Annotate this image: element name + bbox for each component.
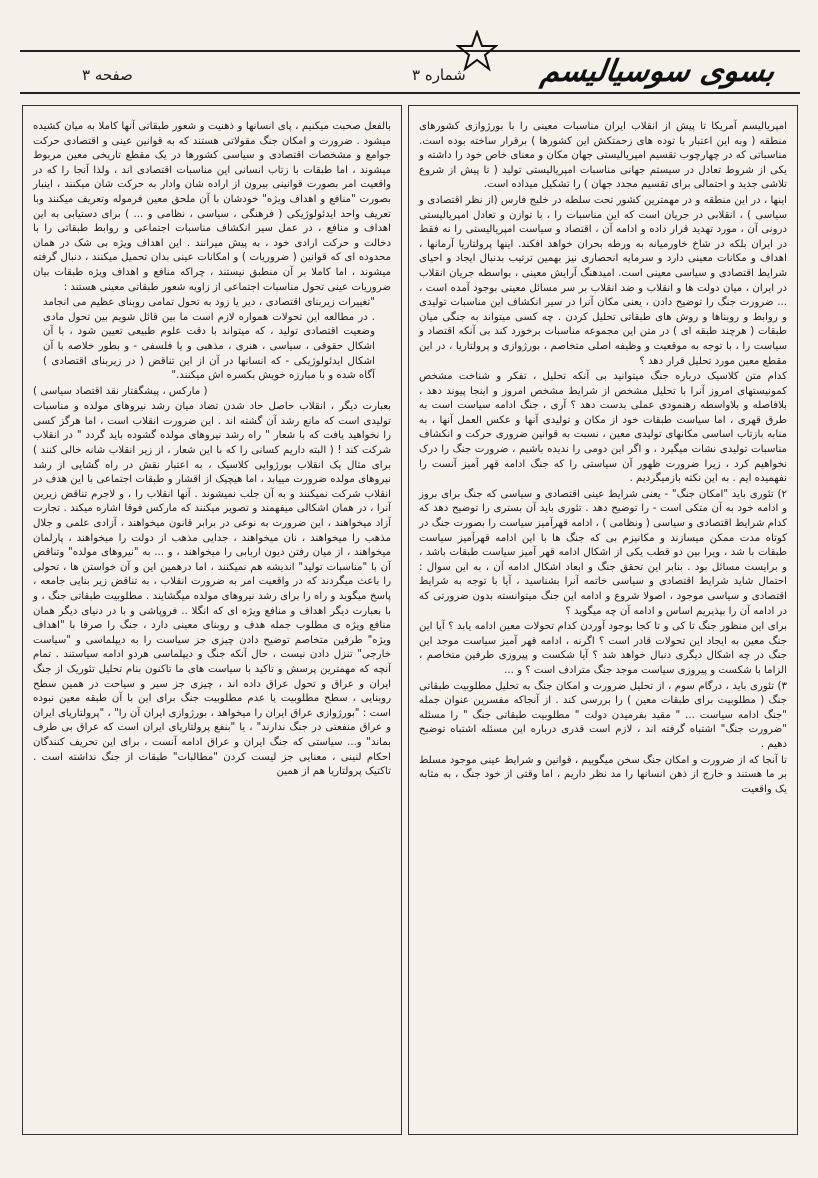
masthead-title: بسوی سوسیالیسم (538, 54, 777, 89)
right-paragraph-4: ۲) تئوری باید "امکان جنگ" - یعنی شرایط عینی اقتصادی و سیاسی که جنگ برای بروز و ادامه خود به آن متکی است - را توضیح دهد . تئوری باید آن بستری را توضیح دهد که کدام شرایط اقتصادی و سیاسی ( ونظامی ) ، ادامه قهرآمیز سیاست را بصورت جنگ در کوتاه مدت ممکن میسازند و مکانیزم بی که جنگ ها با این ادامه قهرآمیز سیاست طبقات با شد ، ویرا بین دو قطب یکی از اشکال ادامه قهر آمیز سیاست طبقات باشد ، و برایست مسائل بود . بنابر این تحقق جنگ و ابعاد اشکال ادامه آن ، به این سوال : احتمال شاید شرایط اقتصادی و سیاسی خاتمه آنرا بشناسید ، آیا با توجه به شرایط اقتصادی و سیاسی موجود ، اصولا شروع و ادامه این جنگ میتوانسته بدون ضرورتی که در ادامه آن را بپذیریم اساس و ادامه آن چه میگوید ؟ (419, 488, 787, 617)
right-paragraph-5: برای این منظور جنگ تا کی و تا کجا بوجود آوردن کدام تحولات معین ادامه یابد ؟ آیا این جنگ معین به ایجاد این تحولات قادر است ؟ اگرنه ، ادامه قهر آمیز سیاست موجد این جنگ در چه اشکال دیگری دنبال خواهد شد ؟ آیا شکست و پیروزی طرفین متخاصم ، الزاما با شکست و پیروزی سیاست موجد جنگ مترادف است ؟ و ... (419, 621, 787, 676)
right-paragraph-7: تا آنجا که از ضرورت و امکان جنگ سخن میگوییم ، قوانین و شرایط عینی موجود مسلط بر ما هستند و خارج از ذهن انسانها را مد نظر داریم ، اما وقتی از خود جنگ ، به مثابه یک واقعیت (419, 754, 787, 795)
right-paragraph-6: ۳) تئوری باید ، درگام سوم ، از تحلیل ضرورت و امکان جنگ به تحلیل مطلوبیت طبقاتی جنگ ( مطلوبیت برای طبقات معین ) را بررسی کند . از آنجاکه مفسرین عنوان جمله "جنگ ادامه سیاست ... " مقید بفرمیدن دولت " مطلوبیت طبقاتی جنگ " را مسئله "ضرورت جنگ" اشتباه گرفته اند ، لازم است قدری درباره این مسئله اشتباه توضیح دهیم . (419, 680, 787, 750)
right-paragraph-1: امپریالیسم آمریکا تا پیش از انقلاب ایران مناسبات معینی را با بورژوازی کشورهای منطقه ( وبه این اعتبار با توده های زحمتکش این کشورها ) برقرار ساخته بوده است. مناسباتی که در چهارچوب تقسیم امپریالیستی جهان مکان و معنای خاص خود را داشته و یکی از شروط تعادل در سیستم جهانی مناسبات امپریالیستی تولید ( تا پیش از شروع تلاشی جدید و احتمالی برای تقسیم مجدد جهان ) را تشکیل میداده است. (419, 121, 787, 191)
marx-quote: "تغییرات زیربنای اقتصادی ، دیر یا زود به تحول تمامی روبنای عظیم می انجامد . در مطالعه این تحولات همواره لازم است ما بین قائل شویم بین تحول مادی وضعیت اقتصادی تولید ، که میتواند با دقت علوم طبیعی تعیین شود ، با آن اشکال حقوقی ، سیاسی ، هنری ، مذهبی و یا فلسفی - و بطور خلاصه با آن اشکال ایدئولوژیکی - که انسانها در آن از این تناقض ( در زیربنای اقتصادی ) آگاه شده و با مبارزه خویش بکسره اش میکنند." (43, 297, 375, 382)
left-paragraph-2: بعبارت دیگر ، انقلاب حاصل حاد شدن تضاد میان رشد نیروهای مولده و مناسبات تولیدی است که مانع رشد آن گشته اند . این ضرورت انقلاب است ، اما هرگز کسی را نخواهید یافت که با شعار " راه رشد نیروهای مولده گشوده باید گردد " در انقلاب شرکت کند ! ( البته داریم کسانی را که با این شعار ، از زیر انقلاب شانه خالی کنند ) برای مثال یک انقلاب بورژوایی کلاسیک ، به اعتبار نقش در راه گشایی از رشد نیروهای مولده ضرورت مییابد ، اما هیچیک از اقشار و طبقات اجتماعی با این هدف در انقلاب شرکت نمیکنند و به آن جلب نمیشوند . آنها انقلاب را ، و لاجرم تناقض زیرین آنرا ، در همان اشکالی میفهمند و تصویر میکنند که مارکس فوقا اشاره میکند . تجارت آزاد میخواهند ، این ضرورت به نوعی در برابر قانون میخواهند ، آزادی علمی و جلال مذهب را میخواهند ، نان میخواهند ، جدایی مذهب از دولت را میخواهند ، پارلمان میخواهند ، از میان رفتن دیون اربابی را میخواهند ، و ... به "نیروهای مولده" وتناقض آن با "مناسبات تولید" اندیشه هم نمیکنند ، اما درهمین این و آن خواستن ها ، تحولی را باعث میگردند که در واقعیت امر به ضرورت انقلاب ، به تناقض زیر بنایی جامعه ، پاسخ میگوید و راه را برای رشد نیروهای مولده میگشایند . مطلوبیت طبقاتی جنگ ، و با بعبارت دیگر اهداف و منافع ویژه ای که انگلا .. فروپاشی و با در دنیای دیگر همان منافع ویژه ی مطلوب جمله هدف و روبنای معینی دارد ، جنگ را صرفا با "اهداف ویژه" طرفین متخاصم توضیح دادن چیزی جز سیاست را به دیپلماسی و "سیاست خارجی" تنزل دادن نیست ، حال آنکه جنگ و دیپلماسی هردو ادامه سیاستند . تمام آنچه که مهمترین پرسش و تاکید با سیاست های ما تاکنون بنام تحلیل تئوریک از جنگ ایران و عراق و تحول عراق داده اند ، چیزی جز سیر و سیاحت در همین سطح روبنایی ، سطح مطلوبیت یا عدم مطلوبیت جنگ برای این با آن طبقه معین نبوده است : "بورژوازی عراق ایران را میخواهد ، بورژوازی ایران آن را" ، "پرولتاریای ایران و عراق منفعتی در جنگ ندارند" ، یا "بنفع پرولتاریای ایران است که عراق بی طرف بماند" و... سیاستی که جنگ ایران و عراق ادامه آنست ، برای این تحریف کنندگان احکام لنینی ، معنایی جز لیست کردن "مطالبات" طبقات از جنگ نداشته است . تاکتیک پرولتاریا هم از همین (33, 401, 391, 778)
issue-number: شماره ۳ (412, 66, 466, 84)
masthead (20, 30, 800, 96)
right-paragraph-2: اینها ، در این منطقه و در مهمترین کشور تحت سلطه در خلیج فارس (از نظر اقتصادی و سیاسی ) ، انقلابی در جریان است که این مناسبات را ، با توازن و تعادل امپریالیستی درونی آن ، مورد تهدید قرار داده و ادامه آن ، اقتصاد و سیاست امپریالیستی را نه فقط در ایران بلکه در شاخ خاورمیانه به ورطه بحران خواهد افکند. اینها پرولتاریا آرمانها ، اهداف و مکانات معینی دارد و سرمایه انحصاری نیز بهمین ترتیب بدنبال ایجاد و احیای شرایط اقتصادی و سیاسی معینی است. امیدهنگ آرایش معینی ، بواسطه جریان انقلاب در ایران ، میان دولت ها و انقلاب و ضد انقلاب بر سر مسائل معینی بوجود آمده است ، ... ضرورت جنگ را توضیح دادن ، یعنی مکان آنرا در سیر انکشاف این مناسبات تولیدی و روابط و روبناها و روش های طبقاتی تحلیل کردن . چه کسی میتواند به جنگی میان طبقات ( هرچند طبقه ای ) در متن این مجموعه مناسبات برخورد کند بی آنکه اقتصاد و سیاست را ، با توجه به موقعیت و وظیفه اصلی متخاصم ، بورژوازی و پرولتاریا ، در این مقطع معین مورد تحلیل قرار دهد ؟ (419, 194, 787, 367)
page-number: صفحه ۳ (82, 66, 133, 84)
left-paragraph-1: بالفعل صحبت میکنیم ، پای انسانها و ذهنیت و شعور طبقاتی آنها کاملا به میان کشیده میشود . ضرورت و امکان جنگ مقولاتی هستند که به قوانین عینی و اقتصادی حرکت جوامع و مشخصات اقتصادی و سیاسی کشورها در یک مقطع تاریخی معین مربوط میشوند ، اما طبقات با زتاب انسانی این مناسبات اقتصادی اند ، ولذا آنجا را که در واقعیت امر بصورت قوانینی بیرون از اراده شان وادار به حرکت شان میکنند ، اینبار بصورت "منافع و اهداف ویژه" خودشان با آن ملحق معین فرموله وتعریف میکنند وبا تعریف واحد ایدئولوژیکی ( فرهنگی ، سیاسی ، نظامی و ... ) برای دستیابی به این اهداف و منافع ، در عمل سیر انکشاف مناسبات اجتماعی و روابط طبقاتی را با دخالت و حرکت ارادی خود ، به پیش میرانند . این اهداف ویژه بی شک در همان محدوده ای که قوانین ( ضروریات ) و امکانات عینی بدان تحمیل میکنند ، دنبال گرفته میشوند ، اما کاملا بر آن منطبق نیستند ، چراکه منافع و اهداف ویژه طبقات بیان ضروریات عینی تحول مناسبات اجتماعی از زاویه شعور طبقاتی معینی هستند : (33, 121, 391, 293)
masthead-rule-top (20, 50, 800, 52)
masthead-rule-bottom (20, 92, 800, 94)
left-column (22, 105, 402, 1135)
right-paragraph-3: کدام متن کلاسیک درباره جنگ میتوانید بی آنکه تحلیل ، تفکر و شناخت مشخص کمونیستهای امروز آنرا با تحلیل مشخص از شرایط مشخص امروز و اینجا پیوند دهد ، بلافاصله و بلاواسطه رهنمودی عملی بدست دهد ؟ آری ، جنگ ادامه سیاست است به طرق قهری ، اما سیاست طبقات خود از مکان و تولیدی آنها و عکس العمل آنها ، به منابه بازتاب اساسی مکانهای تولیدی معین ، نسبت به قوانین ضروری حرکت و انکشاف مناسبات تولیدی نشات میگیرد ، و اگر این دومی را ندیده باشیم ، ضرورت جنگ را درک نخواهیم کرد ، زیرا ضرورت ظهور آن سیاستی را که جنگ ادامه قهر آمیز آنست را نفهمیده ایم . به این نکته بازمیگردیم . (419, 371, 787, 485)
quote-citation: ( مارکس ، پیشگفتار نقد اقتصاد سیاسی ) (33, 385, 208, 397)
right-column (408, 105, 798, 1135)
